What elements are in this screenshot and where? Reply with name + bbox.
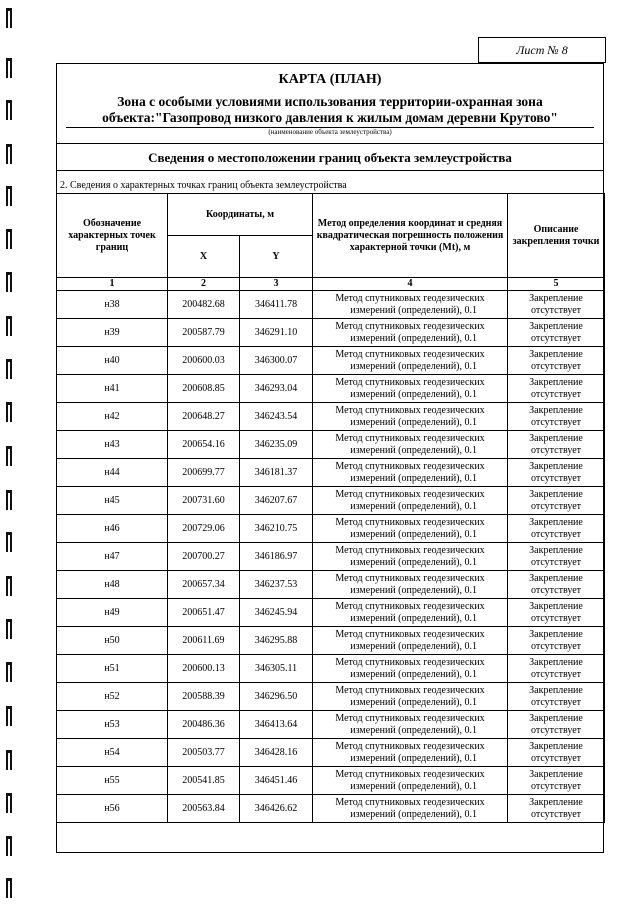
method-line1: Метод спутниковых геодезических: [335, 544, 485, 556]
point-id: н48: [57, 571, 168, 599]
method-line2: измерений (определений), 0.1: [350, 808, 478, 820]
column-number: 4: [313, 278, 508, 291]
table-row: [57, 319, 605, 347]
method-line1: Метод спутниковых геодезических: [335, 460, 485, 472]
description-line2: отсутствует: [531, 360, 582, 372]
binder-mark: [6, 229, 12, 249]
description-line1: Закрепление: [529, 656, 583, 668]
point-id: н51: [57, 655, 168, 683]
coord-x: 200482.68: [168, 291, 240, 319]
coord-x: 200611.69: [168, 627, 240, 655]
point-id: н52: [57, 683, 168, 711]
description-line1: Закрепление: [529, 348, 583, 360]
table-row: [57, 543, 605, 571]
coord-x: 200600.03: [168, 347, 240, 375]
description-line2: отсутствует: [531, 752, 582, 764]
coord-y: 346293.04: [240, 375, 313, 403]
coord-x: 200700.27: [168, 543, 240, 571]
method-line2: измерений (определений), 0.1: [350, 612, 478, 624]
method-cell: [313, 543, 508, 571]
method-line1: Метод спутниковых геодезических: [335, 488, 485, 500]
method-cell: [313, 599, 508, 627]
table-row: [57, 291, 605, 319]
section-title: Сведения о местоположении границ объекта землеустройства: [56, 143, 604, 171]
point-id: н54: [57, 739, 168, 767]
method-cell: [313, 739, 508, 767]
description-line1: Закрепление: [529, 768, 583, 780]
table-row: [57, 683, 605, 711]
coord-y: 346291.10: [240, 319, 313, 347]
method-line1: Метод спутниковых геодезических: [335, 292, 485, 304]
binder-mark: [6, 272, 12, 292]
description-line1: Закрепление: [529, 376, 583, 388]
method-line1: Метод спутниковых геодезических: [335, 768, 485, 780]
description-line1: Закрепление: [529, 684, 583, 696]
description-cell: [508, 515, 605, 543]
method-line2: измерений (определений), 0.1: [350, 304, 478, 316]
table-row: [57, 571, 605, 599]
description-line1: Закрепление: [529, 404, 583, 416]
method-line1: Метод спутниковых геодезических: [335, 572, 485, 584]
method-line1: Метод спутниковых геодезических: [335, 796, 485, 808]
table-row: [57, 599, 605, 627]
header-x: X: [168, 236, 240, 278]
binder-mark: [6, 793, 12, 813]
object-title-line1: Зона с особыми условиями использования территории-охранная зона: [117, 94, 543, 109]
description-line2: отсутствует: [531, 304, 582, 316]
header-coords: Координаты, м: [168, 194, 313, 236]
description-cell: [508, 739, 605, 767]
coord-y: 346237.53: [240, 571, 313, 599]
method-line2: измерений (определений), 0.1: [350, 696, 478, 708]
coord-x: 200563.84: [168, 795, 240, 823]
binder-mark: [6, 359, 12, 379]
description-line2: отсутствует: [531, 584, 582, 596]
method-line2: измерений (определений), 0.1: [350, 528, 478, 540]
method-cell: [313, 655, 508, 683]
description-line2: отсутствует: [531, 808, 582, 820]
coord-y: 346300.07: [240, 347, 313, 375]
method-line2: измерений (определений), 0.1: [350, 332, 478, 344]
header-y: Y: [240, 236, 313, 278]
coord-y: 346186.97: [240, 543, 313, 571]
table-row: [57, 655, 605, 683]
method-line2: измерений (определений), 0.1: [350, 724, 478, 736]
header-point: Обозначение характерных точек границ: [57, 194, 168, 278]
method-line2: измерений (определений), 0.1: [350, 556, 478, 568]
binder-mark: [6, 750, 12, 770]
method-cell: [313, 711, 508, 739]
column-number: 5: [508, 278, 605, 291]
description-line1: Закрепление: [529, 432, 583, 444]
point-id: н47: [57, 543, 168, 571]
method-cell: [313, 459, 508, 487]
method-line1: Метод спутниковых геодезических: [335, 348, 485, 360]
coord-y: 346207.67: [240, 487, 313, 515]
coord-y: 346243.54: [240, 403, 313, 431]
method-cell: [313, 319, 508, 347]
description-cell: [508, 627, 605, 655]
method-cell: [313, 487, 508, 515]
point-id: н41: [57, 375, 168, 403]
description-line2: отсутствует: [531, 696, 582, 708]
coord-x: 200729.06: [168, 515, 240, 543]
header-description: Описание закрепления точки: [508, 194, 605, 278]
description-line2: отсутствует: [531, 780, 582, 792]
coord-y: 346305.11: [240, 655, 313, 683]
method-line1: Метод спутниковых геодезических: [335, 656, 485, 668]
description-line2: отсутствует: [531, 500, 582, 512]
description-line2: отсутствует: [531, 640, 582, 652]
binder-mark: [6, 836, 12, 856]
coord-x: 200608.85: [168, 375, 240, 403]
description-cell: [508, 431, 605, 459]
description-cell: [508, 767, 605, 795]
binder-mark: [6, 186, 12, 206]
binder-mark: [6, 144, 12, 164]
coord-y: 346296.50: [240, 683, 313, 711]
description-cell: [508, 683, 605, 711]
point-id: н38: [57, 291, 168, 319]
binder-mark: [6, 490, 12, 510]
binder-mark: [6, 662, 12, 682]
method-line1: Метод спутниковых геодезических: [335, 432, 485, 444]
method-line1: Метод спутниковых геодезических: [335, 516, 485, 528]
coord-x: 200648.27: [168, 403, 240, 431]
description-line1: Закрепление: [529, 796, 583, 808]
point-id: н53: [57, 711, 168, 739]
sheet-number: Лист № 8: [478, 37, 606, 63]
description-line1: Закрепление: [529, 516, 583, 528]
point-id: н40: [57, 347, 168, 375]
description-cell: [508, 655, 605, 683]
method-cell: [313, 375, 508, 403]
description-line1: Закрепление: [529, 320, 583, 332]
description-line1: Закрепление: [529, 628, 583, 640]
coord-y: 346426.62: [240, 795, 313, 823]
binder-mark: [6, 619, 12, 639]
method-line1: Метод спутниковых геодезических: [335, 684, 485, 696]
point-id: н50: [57, 627, 168, 655]
description-cell: [508, 487, 605, 515]
description-cell: [508, 319, 605, 347]
method-cell: [313, 515, 508, 543]
table-row: [57, 795, 605, 823]
description-cell: [508, 543, 605, 571]
method-cell: [313, 795, 508, 823]
description-cell: [508, 599, 605, 627]
method-cell: [313, 291, 508, 319]
description-line1: Закрепление: [529, 488, 583, 500]
coord-x: 200654.16: [168, 431, 240, 459]
method-line2: измерений (определений), 0.1: [350, 388, 478, 400]
description-line2: отсутствует: [531, 416, 582, 428]
description-line2: отсутствует: [531, 444, 582, 456]
method-line2: измерений (определений), 0.1: [350, 584, 478, 596]
coord-x: 200657.34: [168, 571, 240, 599]
coord-y: 346411.78: [240, 291, 313, 319]
subsection-title: 2. Сведения о характерных точках границ объекта землеустройства: [60, 180, 347, 191]
binder-mark: [6, 576, 12, 596]
description-line1: Закрепление: [529, 544, 583, 556]
method-line2: измерений (определений), 0.1: [350, 780, 478, 792]
table-row: [57, 739, 605, 767]
description-cell: [508, 375, 605, 403]
page-title: КАРТА (ПЛАН): [278, 72, 382, 87]
binder-mark: [6, 532, 12, 552]
method-line2: измерений (определений), 0.1: [350, 416, 478, 428]
coord-y: 346413.64: [240, 711, 313, 739]
point-id: н45: [57, 487, 168, 515]
method-line1: Метод спутниковых геодезических: [335, 628, 485, 640]
point-id: н56: [57, 795, 168, 823]
column-number: 1: [57, 278, 168, 291]
method-line2: измерений (определений), 0.1: [350, 444, 478, 456]
table-row: [57, 711, 605, 739]
coord-x: 200486.36: [168, 711, 240, 739]
binder-mark: [6, 706, 12, 726]
coord-y: 346181.37: [240, 459, 313, 487]
method-cell: [313, 767, 508, 795]
description-line2: отсутствует: [531, 472, 582, 484]
description-line2: отсутствует: [531, 668, 582, 680]
description-cell: [508, 571, 605, 599]
method-line2: измерений (определений), 0.1: [350, 500, 478, 512]
description-line2: отсутствует: [531, 556, 582, 568]
description-cell: [508, 347, 605, 375]
point-id: н42: [57, 403, 168, 431]
method-line2: измерений (определений), 0.1: [350, 472, 478, 484]
description-line2: отсутствует: [531, 388, 582, 400]
description-cell: [508, 459, 605, 487]
description-line1: Закрепление: [529, 292, 583, 304]
points-table: [56, 193, 605, 823]
coord-x: 200588.39: [168, 683, 240, 711]
point-id: н43: [57, 431, 168, 459]
description-line1: Закрепление: [529, 740, 583, 752]
method-line2: измерений (определений), 0.1: [350, 640, 478, 652]
header-method: Метод определения координат и средняя квадратическая погрешность положения характерной точки (Мt), м: [313, 194, 508, 278]
object-title-note: (наименование объекта землеустройства): [268, 128, 392, 136]
method-cell: [313, 347, 508, 375]
method-line1: Метод спутниковых геодезических: [335, 376, 485, 388]
coord-x: 200541.85: [168, 767, 240, 795]
binder-mark: [6, 878, 12, 898]
coord-y: 346295.88: [240, 627, 313, 655]
description-line2: отсутствует: [531, 332, 582, 344]
coord-y: 346245.94: [240, 599, 313, 627]
description-line1: Закрепление: [529, 460, 583, 472]
method-line1: Метод спутниковых геодезических: [335, 712, 485, 724]
point-id: н46: [57, 515, 168, 543]
description-line1: Закрепление: [529, 600, 583, 612]
table-row: [57, 347, 605, 375]
binder-mark: [6, 58, 12, 78]
point-id: н55: [57, 767, 168, 795]
coord-y: 346210.75: [240, 515, 313, 543]
description-cell: [508, 291, 605, 319]
description-line2: отсутствует: [531, 528, 582, 540]
column-number: 3: [240, 278, 313, 291]
method-line1: Метод спутниковых геодезических: [335, 404, 485, 416]
table-row: [57, 627, 605, 655]
column-number: 2: [168, 278, 240, 291]
table-row: [57, 515, 605, 543]
table-row: [57, 487, 605, 515]
coord-x: 200699.77: [168, 459, 240, 487]
binder-mark: [6, 446, 12, 466]
binder-mark: [6, 316, 12, 336]
table-row: [57, 767, 605, 795]
coord-y: 346451.46: [240, 767, 313, 795]
method-line1: Метод спутниковых геодезических: [335, 600, 485, 612]
description-cell: [508, 403, 605, 431]
table-row: [57, 459, 605, 487]
method-line1: Метод спутниковых геодезических: [335, 320, 485, 332]
method-cell: [313, 571, 508, 599]
method-line2: измерений (определений), 0.1: [350, 752, 478, 764]
method-cell: [313, 683, 508, 711]
description-line1: Закрепление: [529, 572, 583, 584]
table-row: [57, 403, 605, 431]
coord-y: 346235.09: [240, 431, 313, 459]
description-cell: [508, 711, 605, 739]
coord-x: 200600.13: [168, 655, 240, 683]
point-id: н39: [57, 319, 168, 347]
binder-mark: [6, 402, 12, 422]
object-title: [60, 94, 600, 126]
object-title-line2: объекта:"Газопровод низкого давления к жилым домам деревни Крутово": [102, 110, 558, 125]
coord-x: 200651.47: [168, 599, 240, 627]
table-row: [57, 431, 605, 459]
binder-mark: [6, 8, 12, 28]
method-line2: измерений (определений), 0.1: [350, 668, 478, 680]
description-line1: Закрепление: [529, 712, 583, 724]
description-line2: отсутствует: [531, 612, 582, 624]
description-cell: [508, 795, 605, 823]
point-id: н49: [57, 599, 168, 627]
point-id: н44: [57, 459, 168, 487]
coord-y: 346428.16: [240, 739, 313, 767]
description-line2: отсутствует: [531, 724, 582, 736]
table-row: [57, 375, 605, 403]
method-cell: [313, 627, 508, 655]
method-cell: [313, 403, 508, 431]
coord-x: 200587.79: [168, 319, 240, 347]
method-line1: Метод спутниковых геодезических: [335, 740, 485, 752]
binder-mark: [6, 100, 12, 120]
method-line2: измерений (определений), 0.1: [350, 360, 478, 372]
method-cell: [313, 431, 508, 459]
coord-x: 200731.60: [168, 487, 240, 515]
coord-x: 200503.77: [168, 739, 240, 767]
